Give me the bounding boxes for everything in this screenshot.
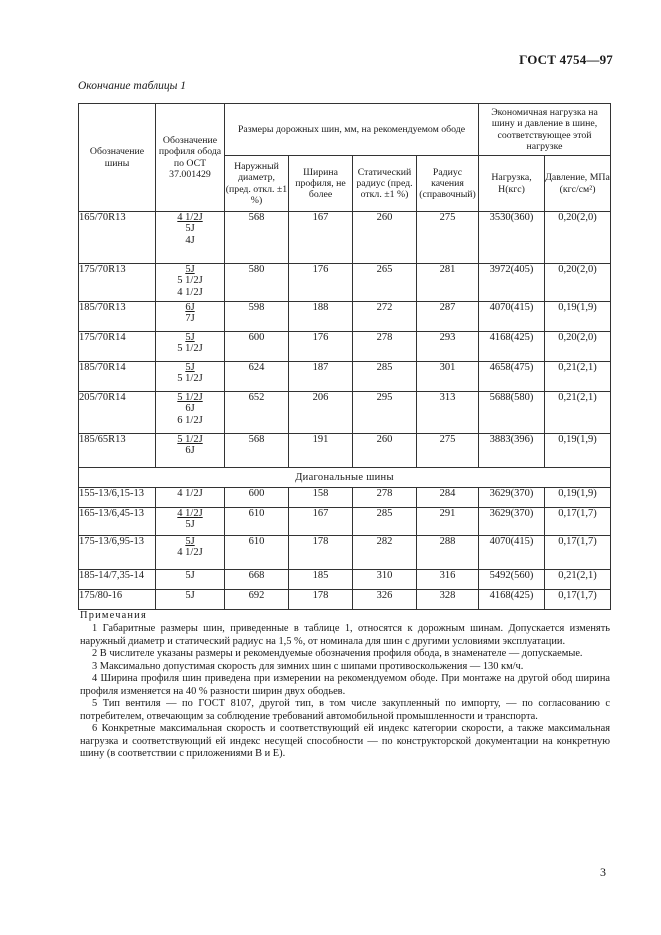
rolling-radius: 275: [417, 212, 479, 264]
note-item: 5 Тип вентиля — по ГОСТ 8107, другой тип, в том числе закупленный по импорту, — по согласованию с потребителем, отвечающим за соблюдение требований автомобильной промышленности и транспорта.: [80, 698, 610, 722]
rim-designation: [156, 570, 225, 590]
static-radius: 260: [353, 434, 417, 468]
rolling-radius: 316: [417, 570, 479, 590]
note-item: 3 Максимально допустимая скорость для зимних шин с шипами противоскольжения — 130 км/ч.: [92, 660, 524, 672]
rim-option: 4J: [185, 234, 195, 246]
rim-option: 5J: [185, 223, 195, 235]
load-value: 4070(415): [479, 536, 545, 570]
rim-option: 4 1/2J: [177, 488, 203, 499]
profile-width: 158: [289, 488, 353, 508]
outer-diameter: 600: [225, 332, 289, 362]
rolling-radius: 275: [417, 434, 479, 468]
standard-code: ГОСТ 4754—97: [519, 52, 613, 67]
load-value: 3972(405): [479, 264, 545, 302]
tyre-designation: 175-13/6,95-13: [79, 536, 156, 570]
profile-width: 167: [289, 212, 353, 264]
notes-block: [80, 610, 610, 761]
load-value: 3530(360): [479, 212, 545, 264]
profile-width: 176: [289, 264, 353, 302]
table-row: [79, 302, 611, 332]
diagonal-rows: [79, 488, 611, 610]
rim-option: 5 1/2J: [177, 392, 203, 403]
rim-option: 4 1/2J: [177, 547, 203, 559]
rolling-radius: 313: [417, 392, 479, 434]
rim-designation: [156, 264, 225, 302]
profile-width: 206: [289, 392, 353, 434]
table-row: [79, 590, 611, 610]
header-load: Нагрузка, Н(кгс): [479, 156, 545, 212]
rim-option: 5J: [185, 519, 195, 531]
rolling-radius: 287: [417, 302, 479, 332]
load-value: 3629(370): [479, 488, 545, 508]
page-number: 3: [600, 865, 606, 879]
rim-option: 5J: [185, 536, 195, 547]
rim-option: 4 1/2J: [177, 212, 203, 223]
pressure-value: 0,19(1,9): [545, 302, 611, 332]
outer-diameter: 652: [225, 392, 289, 434]
load-value: 3629(370): [479, 508, 545, 536]
rim-option: 5 1/2J: [177, 434, 203, 445]
tyre-dimensions-table: [78, 103, 611, 610]
table-row: [79, 392, 611, 434]
load-value: 4070(415): [479, 302, 545, 332]
rim-option: 5 1/2J: [177, 343, 203, 355]
static-radius: 278: [353, 488, 417, 508]
diagonal-section: [79, 468, 611, 488]
pressure-value: 0,21(2,1): [545, 362, 611, 392]
rim-option: 5J: [185, 590, 195, 601]
rim-option: 4 1/2J: [177, 508, 203, 519]
tyre-designation: 205/70R14: [79, 392, 156, 434]
load-value: 3883(396): [479, 434, 545, 468]
profile-width: 176: [289, 332, 353, 362]
load-value: 4168(425): [479, 332, 545, 362]
rolling-radius: 301: [417, 362, 479, 392]
pressure-value: 0,21(2,1): [545, 392, 611, 434]
header-static-radius: Статический радиус (пред. откл. ±1 %): [353, 156, 417, 212]
rim-designation: [156, 332, 225, 362]
rim-option: 5 1/2J: [177, 275, 203, 287]
static-radius: 295: [353, 392, 417, 434]
rolling-radius: 293: [417, 332, 479, 362]
outer-diameter: 692: [225, 590, 289, 610]
rim-option: 5J: [185, 570, 195, 581]
rim-designation: [156, 590, 225, 610]
radial-rows: [79, 212, 611, 468]
static-radius: 285: [353, 362, 417, 392]
table-row: [79, 264, 611, 302]
section-header-diagonal: Диагональные шины: [79, 468, 611, 488]
profile-width: 188: [289, 302, 353, 332]
header-profile-width: Ширина профиля, не более: [289, 156, 353, 212]
outer-diameter: 600: [225, 488, 289, 508]
tyre-designation: 155-13/6,15-13: [79, 488, 156, 508]
table-row: [79, 570, 611, 590]
rim-option: 5 1/2J: [177, 373, 203, 385]
header-dimensions-group: Размеры дорожных шин, мм, на рекомендуемом ободе: [225, 104, 479, 156]
rim-designation: [156, 302, 225, 332]
profile-width: 167: [289, 508, 353, 536]
outer-diameter: 668: [225, 570, 289, 590]
tyre-designation: 185/65R13: [79, 434, 156, 468]
table-row: [79, 508, 611, 536]
profile-width: 185: [289, 570, 353, 590]
pressure-value: 0,20(2,0): [545, 212, 611, 264]
static-radius: 265: [353, 264, 417, 302]
pressure-value: 0,17(1,7): [545, 536, 611, 570]
header-rim: Обозначение профиля обода по ОСТ 37.001429: [156, 104, 225, 212]
table-row: [79, 536, 611, 570]
rim-option: 6J: [185, 445, 195, 457]
rim-designation: [156, 392, 225, 434]
rim-designation: [156, 362, 225, 392]
header-economic-group: Экономичная нагрузка на шину и давление в шине, соответствующее этой нагрузке: [479, 104, 611, 156]
rolling-radius: 281: [417, 264, 479, 302]
table-row: [79, 434, 611, 468]
static-radius: 260: [353, 212, 417, 264]
static-radius: 326: [353, 590, 417, 610]
outer-diameter: 610: [225, 508, 289, 536]
rolling-radius: 291: [417, 508, 479, 536]
rim-option: 5J: [185, 332, 195, 343]
pressure-value: 0,21(2,1): [545, 570, 611, 590]
outer-diameter: 610: [225, 536, 289, 570]
header-tyre: Обозначение шины: [79, 104, 156, 212]
profile-width: 178: [289, 590, 353, 610]
pressure-value: 0,19(1,9): [545, 488, 611, 508]
static-radius: 285: [353, 508, 417, 536]
profile-width: 178: [289, 536, 353, 570]
outer-diameter: 624: [225, 362, 289, 392]
pressure-value: 0,19(1,9): [545, 434, 611, 468]
note-item: 6 Конкретные максимальная скорость и соответствующий ей индекс категории скорости, а также максимальная нагрузка и соответствующий ей индекс несущей способности — по конструкторской документации на конкретную шину (в соответствии с приложениями В и Е).: [80, 723, 610, 760]
tyre-designation: 175/70R13: [79, 264, 156, 302]
rolling-radius: 284: [417, 488, 479, 508]
outer-diameter: 568: [225, 434, 289, 468]
rim-option: 5J: [185, 362, 195, 373]
rim-option: 7J: [185, 313, 195, 325]
tyre-designation: 185/70R13: [79, 302, 156, 332]
note-item: 2 В числителе указаны размеры и рекомендуемые обозначения профиля обода, в знаменателе — допускаемые.: [92, 648, 583, 660]
pressure-value: 0,17(1,7): [545, 590, 611, 610]
rim-option: 4 1/2J: [177, 286, 203, 298]
pressure-value: 0,20(2,0): [545, 332, 611, 362]
static-radius: 272: [353, 302, 417, 332]
static-radius: 278: [353, 332, 417, 362]
pressure-value: 0,20(2,0): [545, 264, 611, 302]
table-row: [79, 362, 611, 392]
rolling-radius: 288: [417, 536, 479, 570]
note-item: 4 Ширина профиля шин приведена при измерении на рекомендуемом ободе. При монтаже на другой обод ширина профиля изменяется на 40 % разности ширин двух ободьев.: [80, 673, 610, 697]
table-row: [79, 332, 611, 362]
rim-designation: [156, 536, 225, 570]
outer-diameter: 580: [225, 264, 289, 302]
rim-option: 6J: [185, 403, 195, 415]
tyre-designation: 185/70R14: [79, 362, 156, 392]
static-radius: 282: [353, 536, 417, 570]
table-row: [79, 212, 611, 264]
tyre-designation: 185-14/7,35-14: [79, 570, 156, 590]
rim-option: 5J: [185, 264, 195, 275]
profile-width: 191: [289, 434, 353, 468]
load-value: 4658(475): [479, 362, 545, 392]
pressure-value: 0,17(1,7): [545, 508, 611, 536]
tyre-designation: 175/70R14: [79, 332, 156, 362]
rolling-radius: 328: [417, 590, 479, 610]
rim-designation: [156, 434, 225, 468]
tyre-designation: 165-13/6,45-13: [79, 508, 156, 536]
static-radius: 310: [353, 570, 417, 590]
outer-diameter: 598: [225, 302, 289, 332]
load-value: 4168(425): [479, 590, 545, 610]
table-row: [79, 488, 611, 508]
table-caption: Окончание таблицы 1: [78, 80, 186, 92]
profile-width: 187: [289, 362, 353, 392]
outer-diameter: 568: [225, 212, 289, 264]
rim-designation: [156, 508, 225, 536]
tyre-designation: 165/70R13: [79, 212, 156, 264]
header-rolling-radius: Радиус качения (справочный): [417, 156, 479, 212]
load-value: 5688(580): [479, 392, 545, 434]
rim-option: 6J: [185, 302, 195, 313]
header-pressure: Давление, МПа (кгс/см²): [545, 156, 611, 212]
note-item: 1 Габаритные размеры шин, приведенные в таблице 1, относятся к дорожным шинам. Допускается изменять наружный диаметр и статический радиус на 1,5 %, от номинала для шин с другими условиями эксплуатации.: [80, 623, 610, 647]
rim-designation: [156, 212, 225, 264]
load-value: 5492(560): [479, 570, 545, 590]
header-outer-diameter: Наружный диаметр, (пред. откл. ±1 %): [225, 156, 289, 212]
rim-designation: [156, 488, 225, 508]
rim-option: 6 1/2J: [177, 414, 203, 426]
tyre-designation: 175/80-16: [79, 590, 156, 610]
notes-title: Примечания: [80, 610, 147, 621]
